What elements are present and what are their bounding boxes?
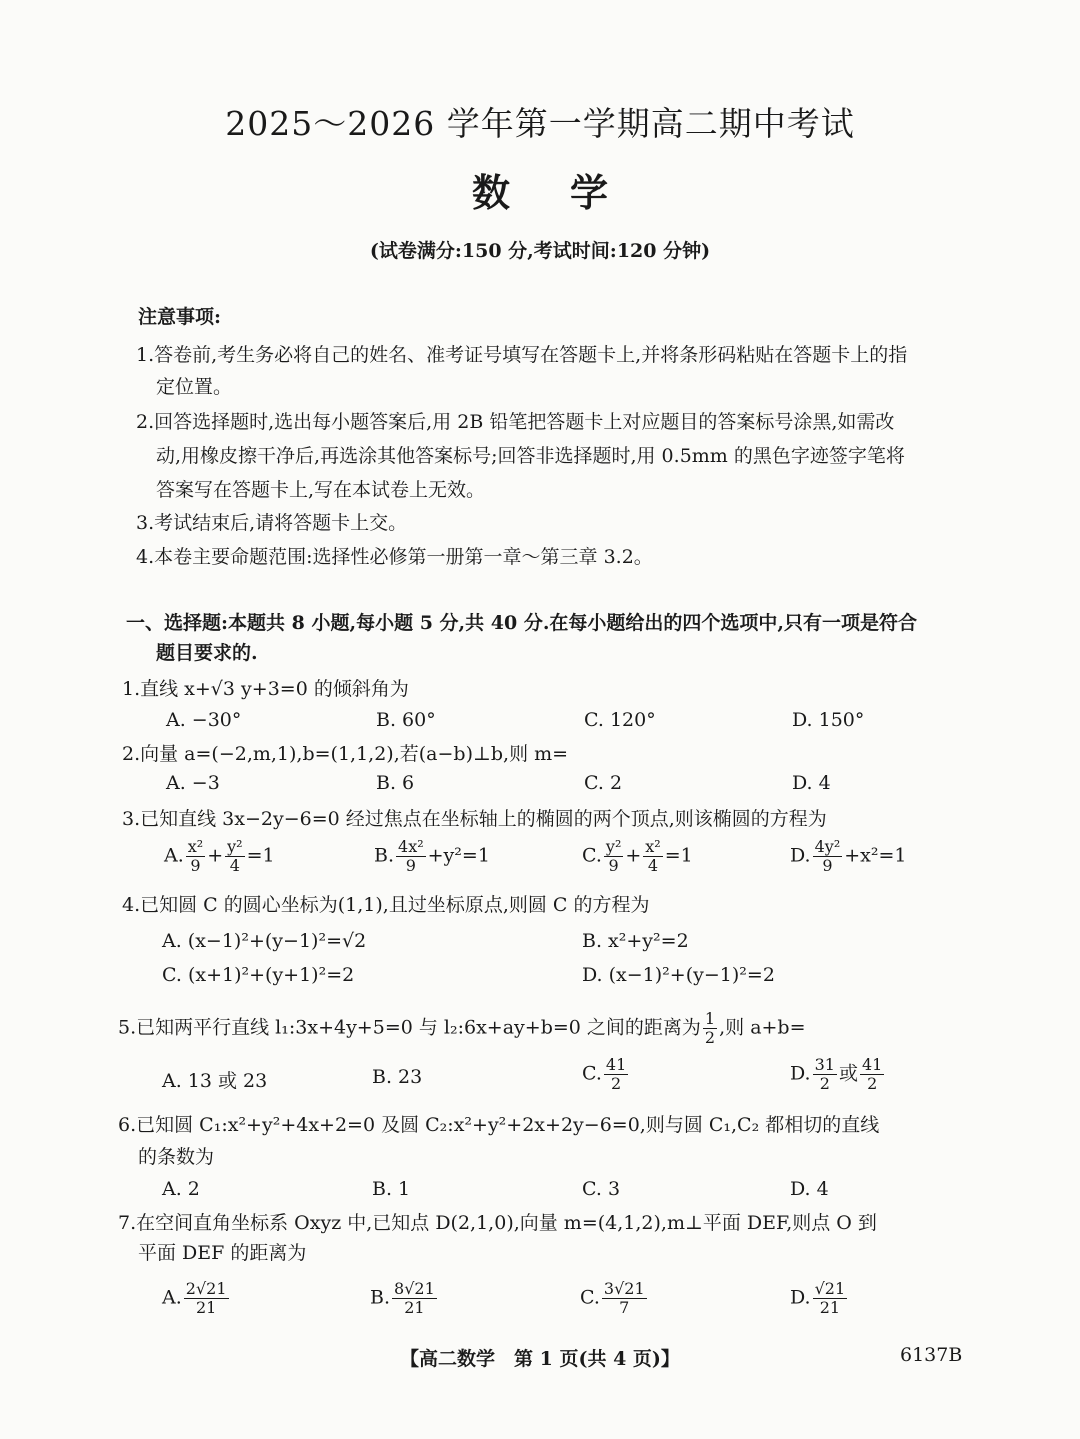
numerator: 41 [861,1055,883,1074]
equation-tail: =1 [246,844,275,867]
question-4-option-b: B. x²+y²=2 [582,930,689,952]
question-5-option-a: A. 13 或 23 [162,1070,268,1092]
question-3-option-c [582,838,693,875]
question-2-option-d: D. 4 [792,772,831,794]
numerator: 31 [814,1055,835,1074]
denominator: 2 [819,1074,830,1093]
option-label: D. [790,1286,811,1309]
question-1-stem: 1.直线 x+√3 y+3=0 的倾斜角为 [122,678,409,700]
numerator: x² [645,837,661,856]
fraction [604,838,623,875]
denominator: 2 [704,1028,716,1047]
option-label: B. [370,1286,391,1309]
question-5-stem [118,1010,806,1047]
fraction [813,838,843,875]
denominator: 21 [819,1298,841,1317]
numerator: 41 [605,1055,627,1074]
option-label: C. [582,1062,602,1085]
operator: + [207,844,224,867]
question-2-option-a: A. −3 [166,772,220,794]
denominator: 4 [647,856,659,875]
question-2-option-c: C. 2 [584,772,623,794]
question-4-stem: 4.已知圆 C 的圆心坐标为(1,1),且过坐标原点,则圆 C 的方程为 [122,894,650,916]
equation-tail: +y²=1 [427,844,490,867]
question-1-option-a: A. −30° [166,709,242,731]
denominator: 2 [610,1074,622,1093]
denominator: 4 [229,856,240,875]
fraction [396,838,426,875]
question-5-option-d [790,1056,886,1093]
numerator: y² [227,837,243,856]
fraction [392,1280,437,1317]
exam-title: 2025～2026 学年第一学期高二期中考试 [225,104,855,143]
question-6-option-d: D. 4 [790,1178,829,1200]
note-1-line-2: 定位置。 [156,376,233,398]
question-5-option-c [582,1056,630,1093]
fraction [813,1056,837,1093]
question-1-option-c: C. 120° [584,709,656,731]
option-label: C. [580,1286,600,1309]
operator: + [625,844,642,867]
denominator: 2 [867,1074,878,1093]
numerator: 3√21 [603,1279,645,1298]
note-1-line-1: 1.答卷前,考生务必将自己的姓名、准考证号填写在答题卡上,并将条形码粘贴在答题卡上的指 [136,344,908,366]
denominator: 9 [822,856,833,875]
equation-tail: +x²=1 [844,844,907,867]
denominator: 9 [608,856,619,875]
question-5-option-b: B. 23 [372,1066,423,1088]
question-3-option-d [790,838,907,875]
page-footer: 【高二数学 第 1 页(共 4 页)】 [400,1348,680,1370]
question-3-option-a [164,838,275,875]
fraction [184,1280,229,1317]
numerator: y² [605,837,622,856]
notes-heading: 注意事项: [138,306,222,328]
question-7-option-a [162,1280,231,1317]
fraction [813,1280,848,1317]
numerator: 2√21 [185,1279,227,1298]
denominator: 7 [619,1298,630,1317]
numerator: 8√21 [394,1279,435,1298]
option-label: D. [790,844,811,867]
question-1-option-d: D. 150° [792,709,865,731]
numerator: 1 [704,1009,716,1028]
subject-title: 数学 [471,170,668,215]
option-label: A. [164,844,184,867]
option-label: C. [582,844,602,867]
numerator: x² [187,837,204,856]
question-6-stem-line-1: 6.已知圆 C₁:x²+y²+4x+2=0 及圆 C₂:x²+y²+2x+2y−6=0,则与圆 C₁,C₂ 都相切的直线 [118,1114,880,1136]
fraction [604,1056,628,1093]
denominator: 21 [195,1298,217,1317]
question-6-option-c: C. 3 [582,1178,621,1200]
question-2-stem: 2.向量 a=(−2,m,1),b=(1,1,2),若(a−b)⊥b,则 m= [122,743,569,765]
exam-meta: (试卷满分:150 分,考试时间:120 分钟) [369,240,711,262]
denominator: 21 [404,1298,425,1317]
stem-text: 5.已知两平行直线 l₁:3x+4y+5=0 与 l₂:6x+ay+b=0 之间的距离为 [118,1016,701,1039]
note-3: 3.考试结束后,请将答题卡上交。 [136,512,408,534]
denominator: 9 [190,856,201,875]
numerator: 4x² [398,837,424,856]
question-7-option-b [370,1280,439,1317]
fraction [643,838,662,875]
section-heading-line-1: 一、选择题:本题共 8 小题,每小题 5 分,共 40 分.在每小题给出的四个选项中,只有一项是符合 [126,612,918,634]
question-1-option-b: B. 60° [376,709,436,731]
stem-text: ,则 a+b= [719,1016,806,1039]
equation-tail: =1 [664,844,693,867]
question-6-option-a: A. 2 [162,1178,200,1200]
fraction [703,1010,717,1047]
note-2-line-2: 动,用橡皮擦干净后,再选涂其他答案标号;回答非选择题时,用 0.5mm 的黑色字迹签字笔将 [156,445,905,467]
fraction [225,838,244,875]
question-3-stem: 3.已知直线 3x−2y−6=0 经过焦点在坐标轴上的椭圆的两个顶点,则该椭圆的方程为 [122,808,827,830]
numerator: √21 [814,1279,846,1298]
fraction [602,1280,647,1317]
question-3-option-b [374,838,490,875]
question-4-option-a: A. (x−1)²+(y−1)²=√2 [162,930,367,952]
paper-code: 6137B [900,1344,963,1366]
question-4-option-d: D. (x−1)²+(y−1)²=2 [582,964,775,986]
numerator: 4y² [814,837,841,856]
question-4-option-c: C. (x+1)²+(y+1)²=2 [162,964,355,986]
question-7-option-d [790,1280,849,1317]
question-7-stem-line-2: 平面 DEF 的距离为 [138,1242,307,1264]
question-7-option-c [580,1280,649,1317]
question-6-option-b: B. 1 [372,1178,411,1200]
question-7-stem-line-1: 7.在空间直角坐标系 Oxyz 中,已知点 D(2,1,0),向量 m=(4,1,2),m⊥平面 DEF,则点 O 到 [118,1212,877,1234]
question-2-option-b: B. 6 [376,772,415,794]
option-label: D. [790,1062,811,1085]
fraction [186,838,205,875]
fraction [860,1056,884,1093]
section-heading-line-2: 题目要求的. [156,642,258,664]
note-2-line-3: 答案写在答题卡上,写在本试卷上无效。 [156,479,486,501]
denominator: 9 [405,856,416,875]
question-6-stem-line-2: 的条数为 [138,1146,215,1168]
conjunction: 或 [838,1062,858,1085]
option-label: A. [162,1286,182,1309]
note-4: 4.本卷主要命题范围:选择性必修第一册第一章～第三章 3.2。 [136,546,653,568]
option-label: B. [374,844,395,867]
note-2-line-1: 2.回答选择题时,选出每小题答案后,用 2B 铅笔把答题卡上对应题目的答案标号涂黑,如需改 [136,411,895,433]
